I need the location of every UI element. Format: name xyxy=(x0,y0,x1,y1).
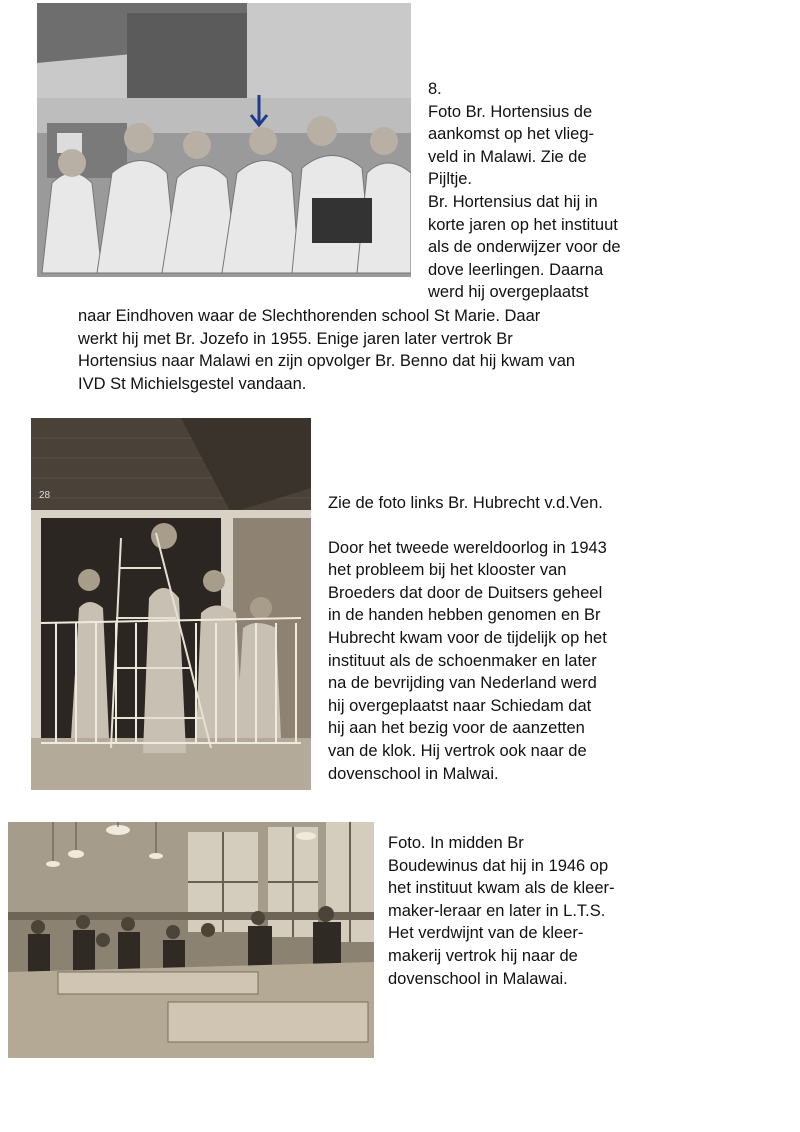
section1-line: Br. Hortensius dat hij in xyxy=(428,192,598,211)
section1-wide-text xyxy=(78,305,668,395)
section2-line: Door het tweede wereldoorlog in 1943 xyxy=(328,538,607,557)
section2-line: Broeders dat door de Duitsers geheel xyxy=(328,583,603,602)
section1-text xyxy=(428,78,668,304)
section1-line: korte jaren op het instituut xyxy=(428,215,618,234)
section2-line: van de klok. Hij vertrok ook naar de xyxy=(328,741,587,760)
section2-line: dovenschool in Malwai. xyxy=(328,764,499,783)
photo-tailor-workshop xyxy=(8,822,374,1058)
section2-line: het probleem bij het klooster van xyxy=(328,561,567,580)
photo-airfield-arrival xyxy=(37,3,411,277)
section3-line: dovenschool in Malawai. xyxy=(388,969,568,988)
door-number: 28 xyxy=(39,490,51,501)
section1-line: Pijltje. xyxy=(428,170,473,189)
section2-text xyxy=(328,492,658,785)
section1-wide-line: Hortensius naar Malawi en zijn opvolger Br. Benno dat hij kwam van xyxy=(78,352,576,371)
section1-line: aankomst op het vlieg- xyxy=(428,125,595,144)
section1-line: als de onderwijzer voor de xyxy=(428,238,621,257)
section1-wide-line: naar Eindhoven waar de Slechthorenden school St Marie. Daar xyxy=(78,307,541,325)
section2-line: na de bevrijding van Nederland werd xyxy=(328,674,597,693)
section2-line: Hubrecht kwam voor de tijdelijk op het xyxy=(328,628,607,647)
section1-number: 8. xyxy=(428,80,442,98)
section2-line: instituut als de schoenmaker en later xyxy=(328,651,597,670)
photo-hubrecht xyxy=(31,418,311,790)
section1-line: veld in Malawi. Zie de xyxy=(428,147,587,166)
section3-text xyxy=(388,832,658,990)
section3-line: Boudewinus dat hij in 1946 op xyxy=(388,856,609,875)
section3-line: maker-leraar en later in L.T.S. xyxy=(388,901,606,920)
section1-wide-line: werkt hij met Br. Jozefo in 1955. Enige jaren later vertrok Br xyxy=(78,329,513,348)
section3-line: Het verdwijnt van de kleer- xyxy=(388,924,584,943)
section2-line: hij aan het bezig voor de aanzetten xyxy=(328,719,585,738)
section3-line: Foto. In midden Br xyxy=(388,834,524,852)
section2-line: hij overgeplaatst naar Schiedam dat xyxy=(328,696,592,715)
section1-wide-line: IVD St Michielsgestel vandaan. xyxy=(78,374,307,393)
section2-caption: Zie de foto links Br. Hubrecht v.d.Ven. xyxy=(328,494,603,512)
section1-line: werd hij overgeplaatst xyxy=(428,283,589,302)
section1-line: dove leerlingen. Daarna xyxy=(428,260,604,279)
section2-line: in de handen hebben genomen en Br xyxy=(328,606,601,625)
section1-line: Foto Br. Hortensius de xyxy=(428,102,593,121)
section3-line: makerij vertrok hij naar de xyxy=(388,946,578,965)
section3-line: het instituut kwam als de kleer- xyxy=(388,879,615,898)
